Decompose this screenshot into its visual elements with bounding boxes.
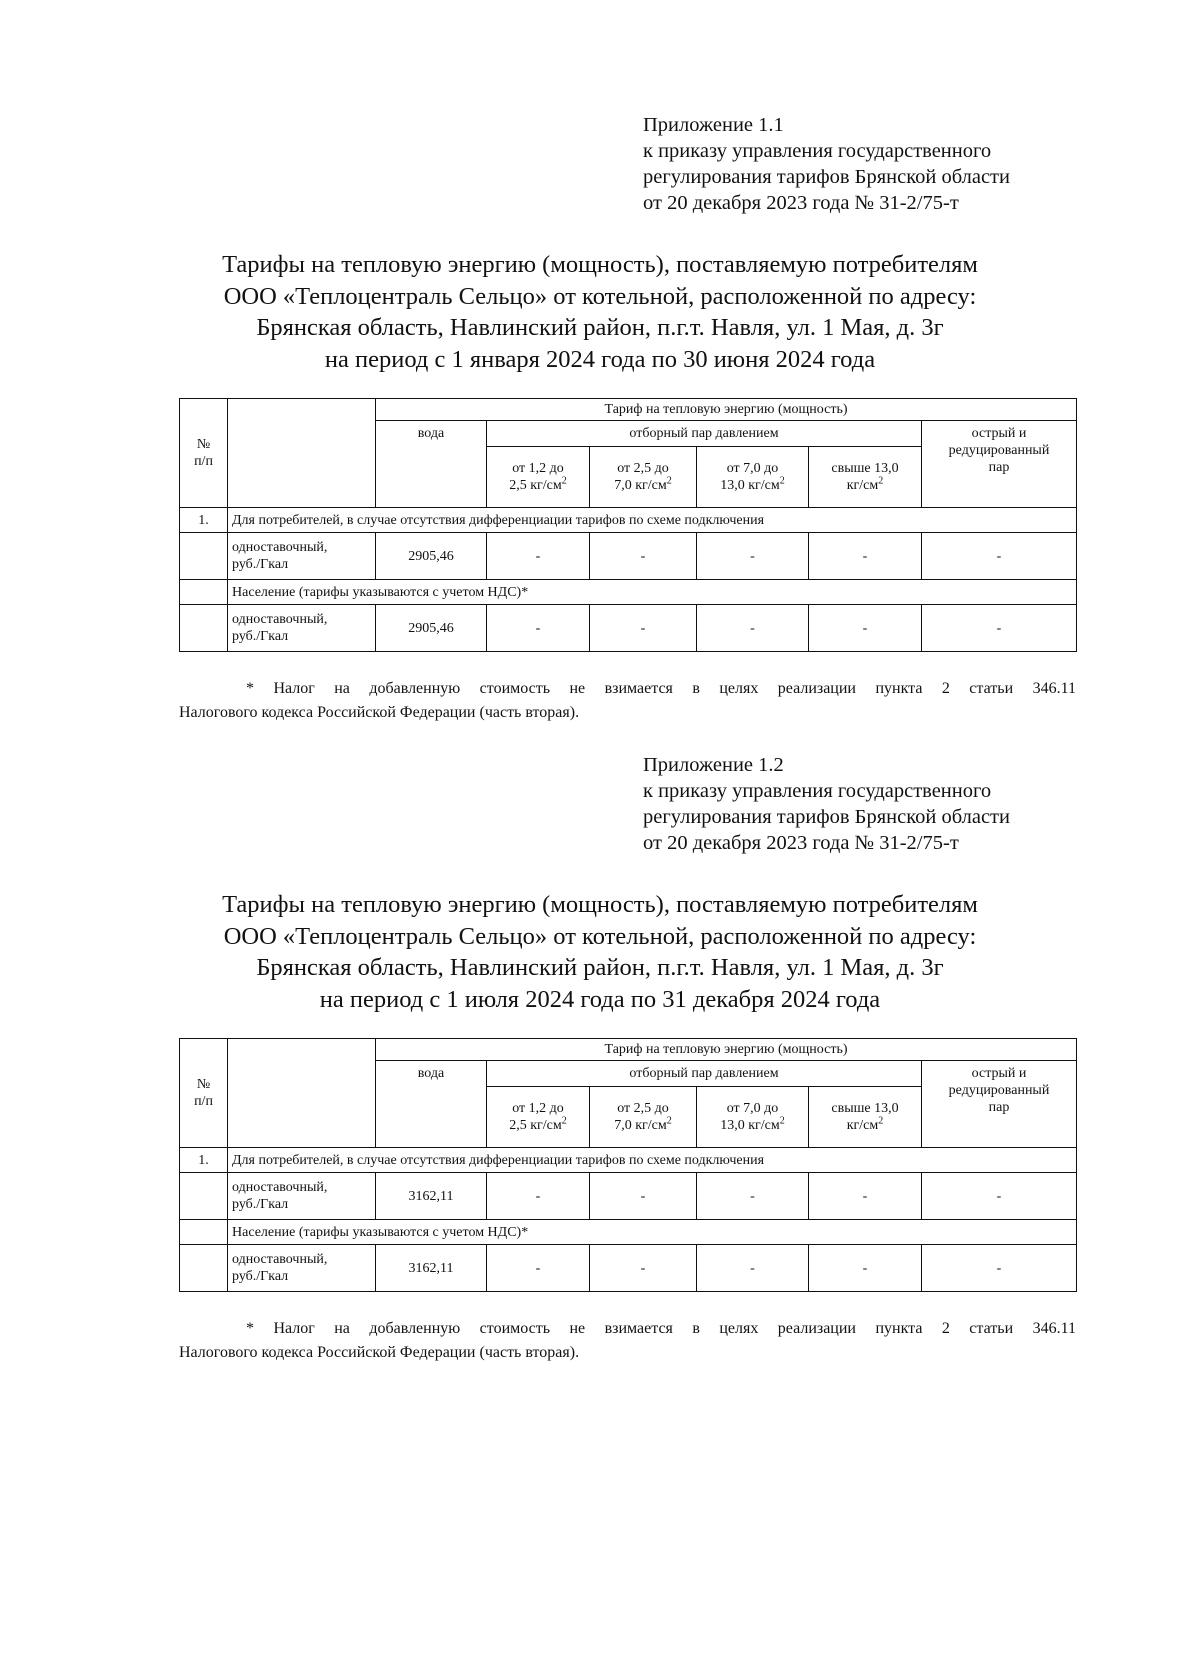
- pressure-2-header: [590, 447, 697, 508]
- header-text: от 1,2 до: [512, 1101, 564, 1116]
- table-row: [180, 1148, 1077, 1173]
- tariff-table-1: [179, 398, 1077, 652]
- sharp-steam-header: [922, 1061, 1077, 1148]
- header-text: №: [196, 437, 211, 452]
- superscript: 2: [878, 475, 884, 487]
- header-text: п/п: [194, 454, 213, 469]
- dash-cell: -: [922, 1245, 1077, 1292]
- table-row: [180, 1245, 1077, 1292]
- tax-footnote-1: [179, 677, 1076, 725]
- dash-cell: -: [590, 533, 697, 580]
- pressure-2-header: [590, 1087, 697, 1148]
- dash-cell: -: [590, 605, 697, 652]
- header-text: редуцированный: [948, 443, 1050, 458]
- header-text: 2,5 кг/см: [509, 478, 562, 493]
- table-row: [180, 1220, 1077, 1245]
- empty-cell: [180, 1220, 228, 1245]
- title-line: ООО «Теплоцентраль Сельцо» от котельной, расположенной по адресу:: [223, 282, 977, 310]
- header-text: острый и: [971, 426, 1027, 441]
- table-row: [180, 508, 1077, 533]
- consumer-group-label: Для потребителей, в случае отсутствия дифференциации тарифов по схеме подключения: [228, 1148, 1077, 1173]
- title-line: Брянская область, Навлинский район, п.г.т. Навля, ул. 1 Мая, д. 3г: [256, 954, 944, 981]
- header-text: свыше 13,0: [831, 461, 899, 476]
- cell-text: одноставочный,: [232, 612, 328, 627]
- superscript: 2: [878, 1115, 884, 1127]
- cell-text: одноставочный,: [232, 1180, 328, 1195]
- empty-cell: [180, 533, 228, 580]
- appendix-line: к приказу управления государственного: [643, 140, 992, 162]
- table-row: [180, 605, 1077, 652]
- footnote-line: Налогового кодекса Российской Федерации (часть вторая).: [179, 1344, 580, 1361]
- cell-text: одноставочный,: [232, 1252, 328, 1267]
- pressure-4-header: [809, 447, 922, 508]
- empty-cell: [180, 1173, 228, 1220]
- empty-cell: [180, 580, 228, 605]
- dash-cell: -: [922, 1173, 1077, 1220]
- header-text: кг/см: [846, 1118, 879, 1133]
- superscript: 2: [666, 1115, 672, 1127]
- footnote-line: * Налог на добавленную стоимость не взимается в целях реализации пункта 2 статьи 346.11: [246, 1320, 1076, 1337]
- dash-cell: -: [809, 533, 922, 580]
- dash-cell: -: [697, 605, 809, 652]
- header-text: от 7,0 до: [726, 461, 779, 476]
- dash-cell: -: [590, 1173, 697, 1220]
- rate-type-label: [228, 1173, 376, 1220]
- footnote-line: * Налог на добавленную стоимость не взимается в целях реализации пункта 2 статьи 346.11: [246, 680, 1076, 697]
- header-text: от 1,2 до: [512, 461, 564, 476]
- tariff-title-1: [150, 249, 1050, 375]
- title-line: Брянская область, Навлинский район, п.г.т. Навля, ул. 1 Мая, д. 3г: [256, 314, 944, 341]
- header-text: 7,0 кг/см: [614, 478, 667, 493]
- title-line: Тарифы на тепловую энергию (мощность), поставляемую потребителям: [222, 251, 978, 278]
- appendix-header-1: [643, 112, 1010, 216]
- header-text: п/п: [194, 1094, 213, 1109]
- rate-type-label: [228, 533, 376, 580]
- cell-text: руб./Гкал: [232, 1269, 289, 1284]
- tariff-table-2: [179, 1038, 1077, 1292]
- footnote-line: Налогового кодекса Российской Федерации (часть вторая).: [179, 704, 580, 721]
- table-row: [180, 533, 1077, 580]
- table-row: [180, 580, 1077, 605]
- dash-cell: -: [487, 605, 590, 652]
- header-text: 13,0 кг/см: [720, 1118, 780, 1133]
- dash-cell: -: [487, 1245, 590, 1292]
- population-label: Население (тарифы указываются с учетом НДС)*: [228, 580, 1077, 605]
- water-tariff-value: 2905,46: [376, 605, 487, 652]
- pressure-1-header: [487, 1087, 590, 1148]
- cell-text: одноставочный,: [232, 540, 328, 555]
- header-text: свыше 13,0: [831, 1101, 899, 1116]
- cell-text: руб./Гкал: [232, 1197, 289, 1212]
- appendix-line: к приказу управления государственного: [643, 780, 992, 802]
- dash-cell: -: [922, 533, 1077, 580]
- water-tariff-value: 3162,11: [376, 1173, 487, 1220]
- table-row: [180, 1173, 1077, 1220]
- header-text: пар: [988, 460, 1010, 475]
- population-label: Население (тарифы указываются с учетом НДС)*: [228, 1220, 1077, 1245]
- superscript: 2: [561, 1115, 567, 1127]
- steam-header: отборный пар давлением: [487, 1061, 922, 1087]
- title-line: ООО «Теплоцентраль Сельцо» от котельной, расположенной по адресу:: [223, 922, 977, 950]
- tariff-header: Тариф на тепловую энергию (мощность): [376, 399, 1077, 421]
- header-text: кг/см: [846, 478, 879, 493]
- header-text: от 7,0 до: [726, 1101, 779, 1116]
- appendix-line: регулирования тарифов Брянской области: [643, 806, 1010, 828]
- title-line: на период с 1 июля 2024 года по 31 декабря 2024 года: [319, 985, 881, 1013]
- appendix-line: регулирования тарифов Брянской области: [643, 166, 1010, 188]
- steam-header: отборный пар давлением: [487, 421, 922, 447]
- col-name-header: [228, 1039, 376, 1148]
- water-header: вода: [376, 1061, 487, 1148]
- header-text: 2,5 кг/см: [509, 1118, 562, 1133]
- empty-cell: [180, 1245, 228, 1292]
- appendix-line: Приложение 1.2: [643, 754, 784, 776]
- header-text: острый и: [971, 1066, 1027, 1081]
- water-tariff-value: 3162,11: [376, 1245, 487, 1292]
- dash-cell: -: [697, 1245, 809, 1292]
- header-text: редуцированный: [948, 1083, 1050, 1098]
- dash-cell: -: [809, 1245, 922, 1292]
- water-tariff-value: 2905,46: [376, 533, 487, 580]
- rate-type-label: [228, 1245, 376, 1292]
- col-name-header: [228, 399, 376, 508]
- col-number-header: [180, 1039, 228, 1148]
- dash-cell: -: [590, 1245, 697, 1292]
- dash-cell: -: [487, 533, 590, 580]
- pressure-1-header: [487, 447, 590, 508]
- dash-cell: -: [697, 1173, 809, 1220]
- title-line: на период с 1 января 2024 года по 30 июня 2024 года: [324, 345, 876, 373]
- appendix-header-2: [643, 752, 1010, 856]
- appendix-line: от 20 декабря 2023 года № 31-2/75-т: [643, 832, 959, 854]
- appendix-line: Приложение 1.1: [643, 114, 784, 136]
- superscript: 2: [779, 475, 785, 487]
- dash-cell: -: [487, 1173, 590, 1220]
- header-text: №: [196, 1077, 211, 1092]
- pressure-3-header: [697, 447, 809, 508]
- header-text: от 2,5 до: [617, 1101, 669, 1116]
- cell-text: руб./Гкал: [232, 557, 289, 572]
- row-number: 1.: [180, 508, 228, 533]
- dash-cell: -: [922, 605, 1077, 652]
- dash-cell: -: [809, 1173, 922, 1220]
- row-number: 1.: [180, 1148, 228, 1173]
- rate-type-label: [228, 605, 376, 652]
- empty-cell: [180, 605, 228, 652]
- tax-footnote-2: [179, 1317, 1076, 1365]
- cell-text: руб./Гкал: [232, 629, 289, 644]
- header-text: от 2,5 до: [617, 461, 669, 476]
- tariff-header: Тариф на тепловую энергию (мощность): [376, 1039, 1077, 1061]
- tariff-title-2: [150, 889, 1050, 1015]
- sharp-steam-header: [922, 421, 1077, 508]
- pressure-3-header: [697, 1087, 809, 1148]
- header-text: 7,0 кг/см: [614, 1118, 667, 1133]
- dash-cell: -: [809, 605, 922, 652]
- superscript: 2: [561, 475, 567, 487]
- header-text: 13,0 кг/см: [720, 478, 780, 493]
- superscript: 2: [666, 475, 672, 487]
- superscript: 2: [779, 1115, 785, 1127]
- water-header: вода: [376, 421, 487, 508]
- pressure-4-header: [809, 1087, 922, 1148]
- dash-cell: -: [697, 533, 809, 580]
- header-text: пар: [988, 1100, 1010, 1115]
- col-number-header: [180, 399, 228, 508]
- appendix-line: от 20 декабря 2023 года № 31-2/75-т: [643, 192, 959, 214]
- consumer-group-label: Для потребителей, в случае отсутствия дифференциации тарифов по схеме подключения: [228, 508, 1077, 533]
- title-line: Тарифы на тепловую энергию (мощность), поставляемую потребителям: [222, 891, 978, 918]
